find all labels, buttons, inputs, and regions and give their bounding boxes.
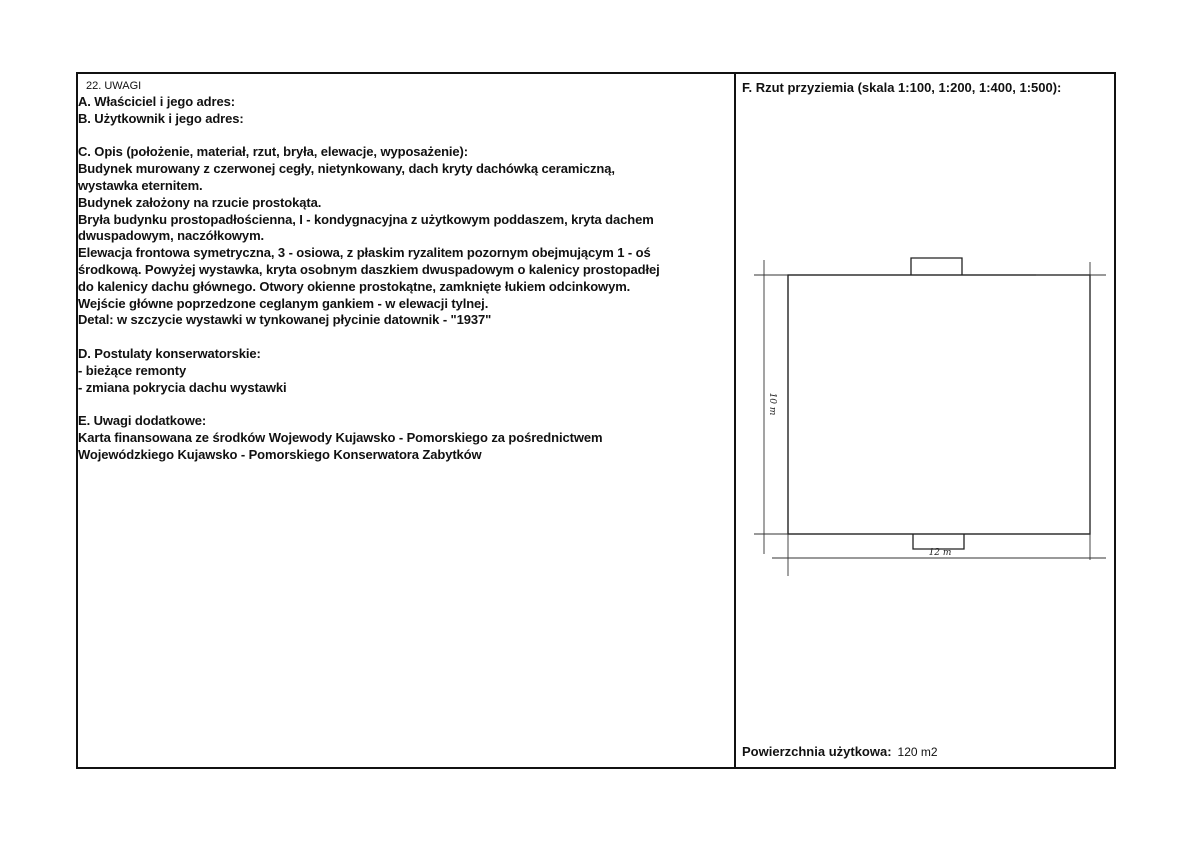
remarks-line: Budynek murowany z czerwonej cegły, nietynkowany, dach kryty dachówką ceramiczną, (78, 161, 615, 177)
width-label: 12 m (928, 548, 952, 558)
ground-plan-title: F. Rzut przyziemia (skala 1:100, 1:200, 1:400, 1:500): (742, 80, 1062, 95)
usable-area-row (742, 744, 938, 760)
remarks-line: E. Uwagi dodatkowe: (78, 413, 207, 429)
remarks-line: C. Opis (położenie, materiał, rzut, bryła, elewacje, wyposażenie): (78, 144, 469, 160)
remarks-line: dwuspadowym, naczółkowym. (78, 228, 265, 244)
remarks-line: Elewacja frontowa symetryczna, 3 - osiowa, z płaskim ryzalitem pozornym obejmującym 1 - oś (78, 245, 651, 261)
usable-area-value: 120 m2 (897, 745, 938, 759)
remarks-line: wystawka eternitem. (78, 178, 203, 193)
building-outline (788, 275, 1090, 534)
remarks-line: A. Właściciel i jego adres: (78, 94, 235, 109)
remarks-panel (76, 74, 732, 764)
remarks-line: Wojewódzkiego Kujawsko - Pomorskiego Konserwatora Zabytków (78, 446, 482, 462)
ground-plan-drawing (736, 74, 1114, 767)
remarks-line: D. Postulaty konserwatorskie: (78, 346, 261, 361)
depth-label: 10 m (767, 392, 777, 416)
section-number: 22. UWAGI (86, 80, 142, 92)
remarks-line: Karta finansowana ze środków Wojewody Kujawsko - Pomorskiego za pośrednictwem (78, 430, 603, 445)
remarks-line: B. Użytkownik i jego adres: (78, 110, 244, 126)
usable-area-label: Powierzchnia użytkowa: (742, 744, 892, 759)
ground-plan-panel (736, 74, 1114, 767)
remarks-line: środkową. Powyżej wystawka, kryta osobnym daszkiem dwuspadowym o kalenicy prostopadłej (78, 262, 660, 277)
remarks-line: do kalenicy dachu głównego. Otwory okienne prostokątne, zamknięte łukiem odcinkowym. (78, 278, 631, 294)
rear-porch (913, 534, 964, 549)
remarks-line: Bryła budynku prostopadłościenna, I - kondygnacyjna z użytkowym poddaszem, kryta dachem (78, 211, 654, 227)
remarks-line: Wejście główne poprzedzone ceglanym gankiem - w elewacji tylnej. (78, 295, 489, 311)
remarks-line: - zmiana pokrycia dachu wystawki (78, 379, 287, 395)
front-projection (911, 258, 962, 275)
remarks-line: - bieżące remonty (78, 362, 187, 378)
remarks-line: Budynek założony na rzucie prostokąta. (78, 194, 322, 210)
remarks-line: Detal: w szczycie wystawki w tynkowanej płycinie datownik - "1937" (78, 312, 492, 328)
